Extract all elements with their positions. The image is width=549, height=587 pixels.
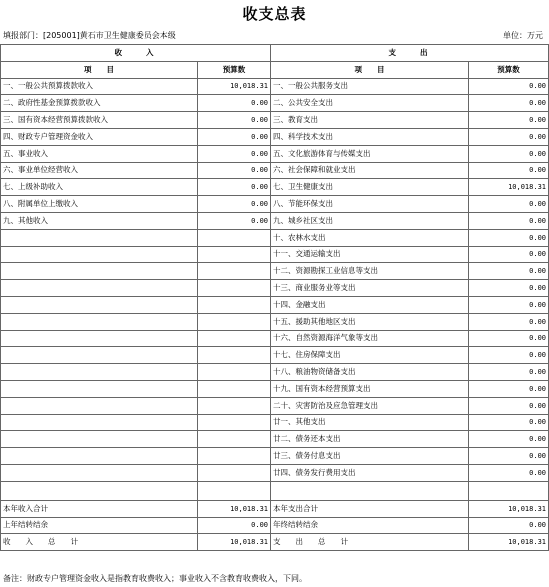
income-item-value bbox=[198, 280, 271, 297]
income-item-label bbox=[1, 280, 198, 297]
expense-total-label: 支 出 总 计 bbox=[271, 534, 469, 551]
expense-header: 支 出 bbox=[271, 45, 549, 62]
unit-label: 单位：万元 bbox=[503, 31, 543, 40]
income-item-label bbox=[1, 431, 198, 448]
income-item-value: 10,018.31 bbox=[198, 78, 271, 95]
table-row bbox=[1, 431, 549, 448]
income-header: 收 入 bbox=[1, 45, 271, 62]
table-row bbox=[1, 448, 549, 465]
table-row bbox=[1, 296, 549, 313]
table-row bbox=[1, 179, 549, 196]
income-total-value: 0.00 bbox=[198, 517, 271, 534]
section-header-row bbox=[1, 45, 549, 62]
table-row bbox=[1, 112, 549, 129]
spacer-row bbox=[1, 481, 549, 500]
income-total-label: 上年结转结余 bbox=[1, 517, 198, 534]
expense-item-label: 廿一、其他支出 bbox=[271, 414, 469, 431]
expense-item-value: 0.00 bbox=[469, 162, 549, 179]
income-item-value bbox=[198, 330, 271, 347]
income-item-value: 0.00 bbox=[198, 179, 271, 196]
income-item-label bbox=[1, 397, 198, 414]
expense-item-label: 廿四、债务发行费用支出 bbox=[271, 464, 469, 481]
income-item-value: 0.00 bbox=[198, 112, 271, 129]
expense-item-value: 0.00 bbox=[469, 229, 549, 246]
expense-item-value: 0.00 bbox=[469, 78, 549, 95]
expense-total-value: 10,018.31 bbox=[469, 534, 549, 551]
carryover-row bbox=[1, 517, 549, 534]
table-row bbox=[1, 330, 549, 347]
income-item-value bbox=[198, 246, 271, 263]
expense-item-label: 廿二、债务还本支出 bbox=[271, 431, 469, 448]
income-item-value bbox=[198, 313, 271, 330]
expense-item-value: 0.00 bbox=[469, 212, 549, 229]
income-item-label: 九、其他收入 bbox=[1, 212, 198, 229]
expense-item-value: 0.00 bbox=[469, 364, 549, 381]
expense-budget-header: 预算数 bbox=[469, 61, 549, 78]
income-item-label bbox=[1, 313, 198, 330]
expense-item-label: 六、社会保障和就业支出 bbox=[271, 162, 469, 179]
page-title: 收支总表 bbox=[242, 5, 307, 23]
expense-item-value: 0.00 bbox=[469, 128, 549, 145]
year-total-row bbox=[1, 500, 549, 517]
income-item-label: 八、附属单位上缴收入 bbox=[1, 196, 198, 213]
expense-item-value: 0.00 bbox=[469, 280, 549, 297]
income-item-value bbox=[198, 464, 271, 481]
expense-item-value: 0.00 bbox=[469, 380, 549, 397]
income-item-value: 0.00 bbox=[198, 212, 271, 229]
expense-item-label: 二十、灾害防治及应急管理支出 bbox=[271, 397, 469, 414]
expense-item-label: 三、教育支出 bbox=[271, 112, 469, 129]
expense-item-value: 0.00 bbox=[469, 397, 549, 414]
income-total-label: 本年收入合计 bbox=[1, 500, 198, 517]
income-item-value bbox=[198, 347, 271, 364]
expense-item-label: 十八、粮油物资储备支出 bbox=[271, 364, 469, 381]
income-item-label bbox=[1, 464, 198, 481]
expense-item-label: 廿三、债务付息支出 bbox=[271, 448, 469, 465]
expense-item-label: 十九、国有资本经营预算支出 bbox=[271, 380, 469, 397]
expense-item-value: 0.00 bbox=[469, 330, 549, 347]
expense-item-label: 一、一般公共服务支出 bbox=[271, 78, 469, 95]
income-item-value bbox=[198, 431, 271, 448]
table-row bbox=[1, 128, 549, 145]
expense-total-value: 0.00 bbox=[469, 517, 549, 534]
table-row bbox=[1, 397, 549, 414]
expense-item-value: 0.00 bbox=[469, 313, 549, 330]
table-row bbox=[1, 246, 549, 263]
expense-total-value: 10,018.31 bbox=[469, 500, 549, 517]
expense-item-value: 0.00 bbox=[469, 112, 549, 129]
income-total-value: 10,018.31 bbox=[198, 534, 271, 551]
expense-item-label: 十四、金融支出 bbox=[271, 296, 469, 313]
expense-item-value: 0.00 bbox=[469, 448, 549, 465]
expense-item-label: 十三、商业服务业等支出 bbox=[271, 280, 469, 297]
expense-item-value: 0.00 bbox=[469, 431, 549, 448]
income-item-label: 七、上级补助收入 bbox=[1, 179, 198, 196]
table-row bbox=[1, 414, 549, 431]
income-item-label bbox=[1, 347, 198, 364]
expense-item-value: 0.00 bbox=[469, 196, 549, 213]
table-row bbox=[1, 263, 549, 280]
income-total-label: 收 入 总 计 bbox=[1, 534, 198, 551]
expense-item-value: 10,018.31 bbox=[469, 179, 549, 196]
income-item-value bbox=[198, 229, 271, 246]
income-item-label bbox=[1, 380, 198, 397]
income-item-value bbox=[198, 380, 271, 397]
table-row bbox=[1, 78, 549, 95]
table-row bbox=[1, 380, 549, 397]
empty-cell bbox=[469, 481, 549, 500]
column-header-row bbox=[1, 61, 549, 78]
table-row bbox=[1, 313, 549, 330]
expense-item-header: 项 目 bbox=[271, 61, 469, 78]
income-item-value bbox=[198, 296, 271, 313]
income-item-value bbox=[198, 263, 271, 280]
expense-item-value: 0.00 bbox=[469, 414, 549, 431]
income-item-label bbox=[1, 296, 198, 313]
expense-item-label: 十一、交通运输支出 bbox=[271, 246, 469, 263]
income-item-label bbox=[1, 414, 198, 431]
income-item-label bbox=[1, 330, 198, 347]
table-row bbox=[1, 347, 549, 364]
income-item-value: 0.00 bbox=[198, 95, 271, 112]
expense-item-label: 十六、自然资源海洋气象等支出 bbox=[271, 330, 469, 347]
expense-item-label: 十、农林水支出 bbox=[271, 229, 469, 246]
income-item-label: 四、财政专户管理资金收入 bbox=[1, 128, 198, 145]
income-item-label: 六、事业单位经营收入 bbox=[1, 162, 198, 179]
expense-item-label: 二、公共安全支出 bbox=[271, 95, 469, 112]
income-item-value: 0.00 bbox=[198, 196, 271, 213]
income-item-value: 0.00 bbox=[198, 128, 271, 145]
income-item-label bbox=[1, 364, 198, 381]
income-item-label bbox=[1, 229, 198, 246]
table-row bbox=[1, 95, 549, 112]
income-item-header: 项 目 bbox=[1, 61, 198, 78]
income-item-value bbox=[198, 397, 271, 414]
expense-item-label: 十五、援助其他地区支出 bbox=[271, 313, 469, 330]
table-row bbox=[1, 145, 549, 162]
expense-item-label: 十七、住房保障支出 bbox=[271, 347, 469, 364]
expense-item-value: 0.00 bbox=[469, 246, 549, 263]
table-row bbox=[1, 196, 549, 213]
expense-total-label: 本年支出合计 bbox=[271, 500, 469, 517]
empty-cell bbox=[1, 481, 198, 500]
expense-item-value: 0.00 bbox=[469, 296, 549, 313]
income-budget-header: 预算数 bbox=[198, 61, 271, 78]
empty-cell bbox=[271, 481, 469, 500]
income-item-label: 三、国有资本经营预算拨款收入 bbox=[1, 112, 198, 129]
income-item-value bbox=[198, 414, 271, 431]
footnote: 备注：财政专户管理资金收入是指教育收费收入；事业收入不含教育收费收入，下同。 bbox=[3, 574, 307, 583]
expense-item-value: 0.00 bbox=[469, 464, 549, 481]
income-total-value: 10,018.31 bbox=[198, 500, 271, 517]
budget-table bbox=[0, 44, 549, 551]
income-item-value: 0.00 bbox=[198, 145, 271, 162]
expense-item-label: 九、城乡社区支出 bbox=[271, 212, 469, 229]
income-item-label bbox=[1, 448, 198, 465]
reporting-unit: 填报部门：[205001]黄石市卫生健康委员会本级 bbox=[3, 31, 176, 40]
table-row bbox=[1, 280, 549, 297]
income-item-label bbox=[1, 246, 198, 263]
expense-item-label: 四、科学技术支出 bbox=[271, 128, 469, 145]
table-row bbox=[1, 464, 549, 481]
table-row bbox=[1, 162, 549, 179]
expense-item-value: 0.00 bbox=[469, 145, 549, 162]
income-item-label: 五、事业收入 bbox=[1, 145, 198, 162]
income-item-value bbox=[198, 364, 271, 381]
income-item-label bbox=[1, 263, 198, 280]
expense-item-label: 五、文化旅游体育与传媒支出 bbox=[271, 145, 469, 162]
expense-item-label: 七、卫生健康支出 bbox=[271, 179, 469, 196]
expense-item-value: 0.00 bbox=[469, 347, 549, 364]
empty-cell bbox=[198, 481, 271, 500]
income-item-value: 0.00 bbox=[198, 162, 271, 179]
expense-item-label: 八、节能环保支出 bbox=[271, 196, 469, 213]
income-item-label: 一、一般公共预算拨款收入 bbox=[1, 78, 198, 95]
grand-total-row bbox=[1, 534, 549, 551]
table-row bbox=[1, 229, 549, 246]
expense-item-value: 0.00 bbox=[469, 263, 549, 280]
table-row bbox=[1, 364, 549, 381]
income-item-label: 二、政府性基金预算拨款收入 bbox=[1, 95, 198, 112]
expense-total-label: 年终结转结余 bbox=[271, 517, 469, 534]
expense-item-value: 0.00 bbox=[469, 95, 549, 112]
table-row bbox=[1, 212, 549, 229]
income-item-value bbox=[198, 448, 271, 465]
expense-item-label: 十二、资源勘探工业信息等支出 bbox=[271, 263, 469, 280]
